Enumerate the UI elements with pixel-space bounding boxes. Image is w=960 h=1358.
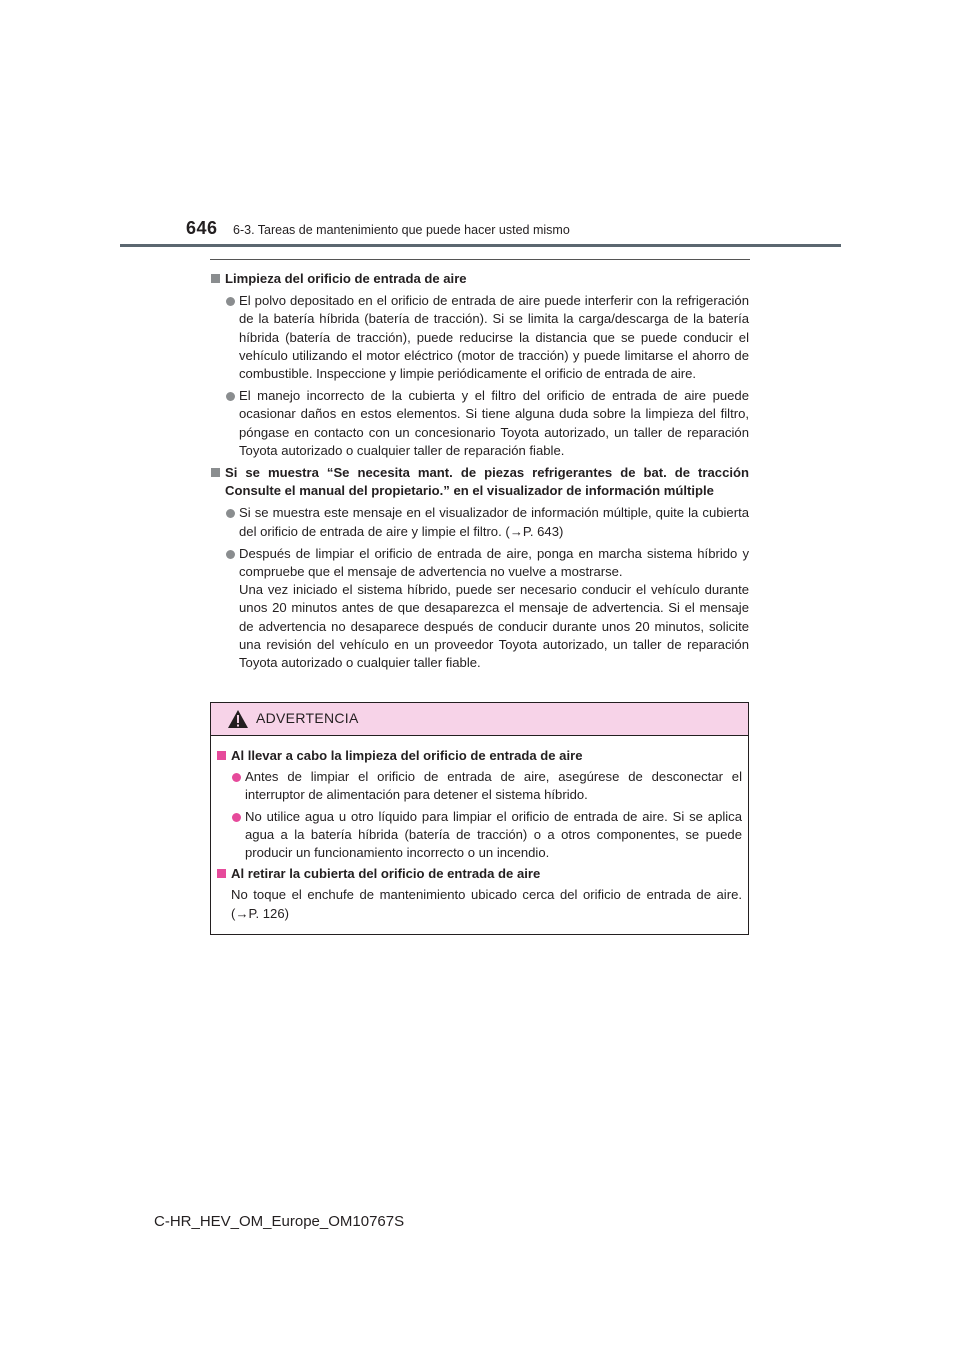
bullet-text: El manejo incorrecto de la cubierta y el filtro del orificio de entrada de aire puede ocasionar daños en estos elementos. Si tiene alguna duda sobre la limpieza del filtro, póngase en contacto con un concesionario Toyota autorizado, un taller de reparación Toyota autorizado o cualquier taller de reparación fiable. <box>239 388 749 458</box>
bullet-text: Si se muestra este mensaje en el visualizador de información múltiple, quite la cubierta del orificio de entrada de aire y limpie el filtro. (→P. 643) <box>239 505 749 539</box>
header-rule <box>120 244 841 247</box>
heading-text: Al llevar a cabo la limpieza del orificio de entrada de aire <box>231 748 583 763</box>
heading-text: Si se muestra “Se necesita mant. de piezas refrigerantes de bat. de tracción Consulte el manual del propietario.” en el visualizador de información múltiple <box>225 465 749 499</box>
section-heading <box>217 865 742 883</box>
page-number: 646 <box>186 218 218 238</box>
bullet-item <box>211 292 749 383</box>
bullet-text: El polvo depositado en el orificio de entrada de aire puede interferir con la refrigeración de la batería híbrida (batería de tracción). Si se limita la carga/descarga de la batería híbrida (batería de tracción), puede reducirse la distancia que se puede conducir el vehículo utilizando el motor eléctrico (motor de tracción) y puede limitarse el ahorro de combustible. Inspeccione y limpie periódicamente el orificio de entrada de aire. <box>239 293 749 382</box>
bullet-text: Antes de limpiar el orificio de entrada de aire, asegúrese de desconectar el interruptor de alimentación para detener el sistema híbrido. <box>245 769 742 803</box>
bullet-text: Una vez iniciado el sistema híbrido, puede ser necesario conducir el vehículo durante unos 20 minutos antes de que desaparezca el mensaje de advertencia. Si el mensaje de advertencia no desaparece después de conducir durante unos 20 minutos, solicite una revisión del vehículo en un proveedor Toyota autorizado, un taller de reparación Toyota autorizado o cualquier taller fiable. <box>239 582 749 671</box>
bullet-text: No toque el enchufe de mantenimiento ubicado cerca del orificio de entrada de aire. (→P. 126) <box>231 887 742 921</box>
bullet-item <box>211 504 749 540</box>
heading-text: Al retirar la cubierta del orificio de entrada de aire <box>231 866 541 882</box>
paragraph <box>217 886 742 922</box>
warning-triangle-icon <box>227 709 249 729</box>
warning-body <box>211 736 748 923</box>
bullet-item <box>211 387 749 460</box>
section-heading <box>217 747 742 765</box>
section-title: 6-3. Tareas de mantenimiento que puede hacer usted mismo <box>233 223 570 237</box>
square-bullet-icon <box>211 274 220 283</box>
content-top-rule <box>210 259 750 260</box>
footer-doc-id: C-HR_HEV_OM_Europe_OM10767S <box>154 1213 405 1230</box>
main-content <box>211 266 749 672</box>
bullet-text: No utilice agua u otro líquido para limpiar el orificio de entrada de aire. Si se aplica agua a la batería híbrida (batería de tracción) o a otros componentes, se puede producir un funcionamiento incorrecto o un incendio. <box>245 808 742 861</box>
round-bullet-icon <box>232 813 241 822</box>
warning-box <box>210 702 749 935</box>
bullet-item <box>217 808 742 863</box>
round-bullet-icon <box>232 773 241 782</box>
warning-title: ADVERTENCIA <box>256 710 359 726</box>
bullet-text: Después de limpiar el orificio de entrada de aire, ponga en marcha sistema híbrido y compruebe que el mensaje de advertencia no vuelve a mostrarse. <box>239 545 749 580</box>
square-bullet-icon <box>211 468 220 477</box>
bullet-item <box>217 768 742 804</box>
round-bullet-icon <box>226 550 235 559</box>
round-bullet-icon <box>226 297 235 306</box>
warning-header <box>211 703 748 736</box>
heading-text: Limpieza del orificio de entrada de aire <box>225 271 467 286</box>
section-heading <box>211 270 749 288</box>
section-heading <box>211 464 749 500</box>
square-bullet-icon <box>217 869 226 878</box>
round-bullet-icon <box>226 392 235 401</box>
bullet-item <box>211 545 749 672</box>
square-bullet-icon <box>217 751 226 760</box>
round-bullet-icon <box>226 509 235 518</box>
